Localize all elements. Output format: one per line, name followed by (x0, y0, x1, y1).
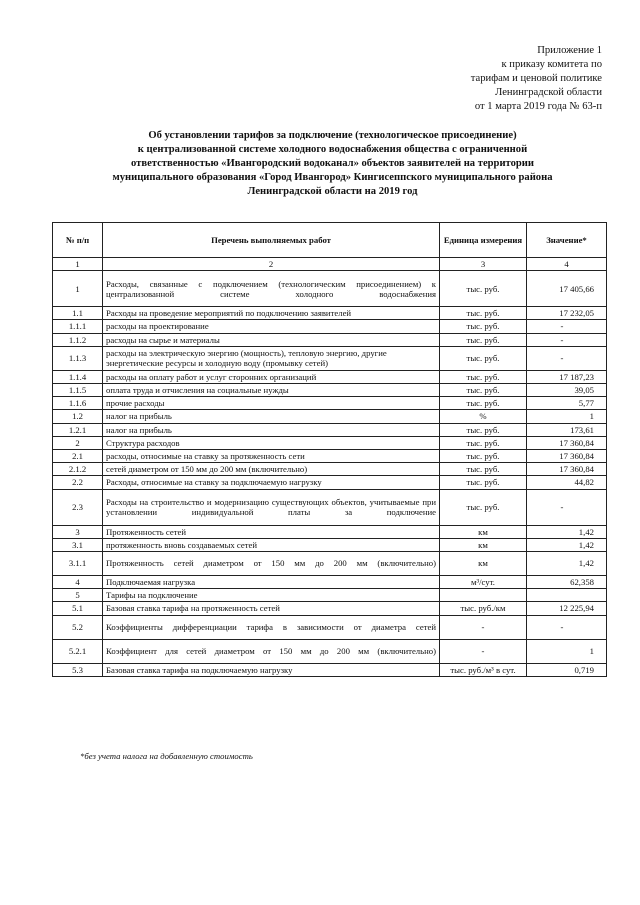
row-value: 17 405,66 (527, 271, 607, 307)
row-work-description: сетей диаметром от 150 мм до 200 мм (включительно) (103, 463, 440, 476)
row-work-description: расходы, относимые на ставку за протяженность сети (103, 450, 440, 463)
table-row (53, 450, 607, 463)
header-num: № п/п (53, 223, 103, 258)
row-number: 5.2 (53, 615, 103, 639)
row-unit: % (440, 410, 527, 423)
row-work-description: Базовая ставка тарифа на подключаемую нагрузку (103, 663, 440, 676)
index-cell: 2 (103, 258, 440, 271)
table-index-row (53, 258, 607, 271)
table-row (53, 436, 607, 449)
row-work-description: расходы на электрическую энергию (мощность), тепловую энергию, другие энергетические ресурсы и холодную воду (промывку сетей) (103, 346, 440, 370)
table-row (53, 410, 607, 423)
row-number: 1.1.4 (53, 370, 103, 383)
row-work-description: Расходы на строительство и модернизацию существующих объектов, учитываемые при установлении индивидуальной платы за подключение (103, 489, 440, 525)
row-number: 2.1.2 (53, 463, 103, 476)
row-work-description: Подключаемая нагрузка (103, 576, 440, 589)
row-value: 17 360,84 (527, 436, 607, 449)
row-unit: км (440, 552, 527, 576)
row-work-description: прочие расходы (103, 397, 440, 410)
row-value: 62,358 (527, 576, 607, 589)
row-value: 5,77 (527, 397, 607, 410)
appendix-header (402, 44, 602, 114)
row-value: 17 232,05 (527, 307, 607, 320)
row-work-description: оплата труда и отчисления на социальные нужды (103, 384, 440, 397)
appendix-line: тарифам и ценовой политике (470, 73, 602, 84)
table-row (53, 320, 607, 333)
row-unit: тыс. руб. (440, 307, 527, 320)
table-row (53, 370, 607, 383)
table-row (53, 397, 607, 410)
row-value (527, 589, 607, 602)
index-cell: 1 (53, 258, 103, 271)
title-line: ответственностью «Ивангородский водоканал» объектов заявителей на территории (130, 158, 535, 169)
table-row (53, 538, 607, 551)
table-row (53, 346, 607, 370)
table-row (53, 307, 607, 320)
row-work-description: Тарифы на подключение (103, 589, 440, 602)
table-row (53, 552, 607, 576)
row-unit: тыс. руб. (440, 423, 527, 436)
row-unit: тыс. руб. (440, 397, 527, 410)
table-row (53, 576, 607, 589)
row-unit: м³/сут. (440, 576, 527, 589)
row-unit (440, 589, 527, 602)
row-work-description: Протяженность сетей диаметром от 150 мм до 200 мм (включительно) (103, 552, 440, 576)
row-work-description: Расходы на проведение мероприятий по подключению заявителей (103, 307, 440, 320)
table-row (53, 639, 607, 663)
row-value: 1,42 (527, 538, 607, 551)
row-value: - (527, 346, 607, 370)
row-value: 0,719 (527, 663, 607, 676)
appendix-line: к приказу комитета по (501, 59, 602, 70)
document-title (60, 129, 605, 199)
row-value: 173,61 (527, 423, 607, 436)
table-row (53, 333, 607, 346)
row-number: 1.1.1 (53, 320, 103, 333)
appendix-line: от 1 марта 2019 года № 63-п (474, 101, 602, 112)
row-number: 5.3 (53, 663, 103, 676)
row-value: 17 360,84 (527, 450, 607, 463)
index-cell: 4 (527, 258, 607, 271)
row-number: 1.2.1 (53, 423, 103, 436)
row-unit: тыс. руб. (440, 476, 527, 489)
row-number: 1.1.3 (53, 346, 103, 370)
row-value: 12 225,94 (527, 602, 607, 615)
row-number: 2 (53, 436, 103, 449)
row-unit: тыс. руб. (440, 384, 527, 397)
row-value: - (527, 615, 607, 639)
row-work-description: налог на прибыль (103, 423, 440, 436)
row-work-description: расходы на проектирование (103, 320, 440, 333)
title-line: Ленинградской области на 2019 год (247, 186, 418, 197)
row-value: 1,42 (527, 552, 607, 576)
row-number: 5.2.1 (53, 639, 103, 663)
row-number: 2.3 (53, 489, 103, 525)
row-number: 4 (53, 576, 103, 589)
row-unit: тыс. руб. (440, 450, 527, 463)
row-number: 3.1.1 (53, 552, 103, 576)
row-number: 5 (53, 589, 103, 602)
row-number: 3 (53, 525, 103, 538)
row-number: 1.1.2 (53, 333, 103, 346)
table-row (53, 463, 607, 476)
row-value: 39,05 (527, 384, 607, 397)
tariff-table (52, 222, 607, 677)
header-unit: Единица измерения (440, 223, 527, 258)
row-work-description: расходы на сырье и материалы (103, 333, 440, 346)
row-number: 2.1 (53, 450, 103, 463)
row-unit: км (440, 538, 527, 551)
row-unit: - (440, 615, 527, 639)
row-value: 17 360,84 (527, 463, 607, 476)
table-row (53, 423, 607, 436)
index-cell: 3 (440, 258, 527, 271)
row-number: 2.2 (53, 476, 103, 489)
table-row (53, 589, 607, 602)
row-work-description: Коэффициенты дифференциации тарифа в зависимости от диаметра сетей (103, 615, 440, 639)
row-number: 1.1 (53, 307, 103, 320)
row-work-description: Расходы, относимые на ставку за подключаемую нагрузку (103, 476, 440, 489)
row-work-description: Базовая ставка тарифа на протяженность сетей (103, 602, 440, 615)
row-unit: тыс. руб. (440, 271, 527, 307)
title-line: к централизованной системе холодного водоснабжения общества с ограниченной (137, 144, 528, 155)
row-number: 1 (53, 271, 103, 307)
row-unit: тыс. руб. (440, 333, 527, 346)
row-value: - (527, 333, 607, 346)
row-unit: тыс. руб. (440, 320, 527, 333)
table-row (53, 384, 607, 397)
row-work-description: Структура расходов (103, 436, 440, 449)
footnote: *без учета налога на добавленную стоимость (80, 751, 253, 761)
row-unit: км (440, 525, 527, 538)
row-unit: тыс. руб. (440, 370, 527, 383)
row-number: 1.2 (53, 410, 103, 423)
table-row (53, 489, 607, 525)
row-value: 44,82 (527, 476, 607, 489)
row-unit: тыс. руб. (440, 346, 527, 370)
row-work-description: протяженность вновь создаваемых сетей (103, 538, 440, 551)
table-row (53, 271, 607, 307)
appendix-line: Ленинградской области (495, 87, 602, 98)
title-line: муниципального образования «Город Ивангород» Кингисеппского муниципального района (112, 172, 553, 183)
header-work: Перечень выполняемых работ (103, 223, 440, 258)
row-value: - (527, 320, 607, 333)
row-value: 17 187,23 (527, 370, 607, 383)
row-number: 1.1.5 (53, 384, 103, 397)
table-row (53, 615, 607, 639)
table-body (53, 271, 607, 677)
header-value: Значение* (527, 223, 607, 258)
row-work-description: расходы на оплату работ и услуг сторонних организаций (103, 370, 440, 383)
table-row (53, 525, 607, 538)
row-unit: тыс. руб./м³ в сут. (440, 663, 527, 676)
row-number: 1.1.6 (53, 397, 103, 410)
table-header-row (53, 223, 607, 258)
row-unit: тыс. руб. (440, 463, 527, 476)
row-unit: тыс. руб./км (440, 602, 527, 615)
row-unit: тыс. руб. (440, 489, 527, 525)
table-row (53, 476, 607, 489)
table-row (53, 602, 607, 615)
row-number: 3.1 (53, 538, 103, 551)
row-work-description: Коэффициент для сетей диаметром от 150 мм до 200 мм (включительно) (103, 639, 440, 663)
row-value: - (527, 489, 607, 525)
row-work-description: налог на прибыль (103, 410, 440, 423)
appendix-line: Приложение 1 (537, 45, 602, 56)
row-value: 1 (527, 410, 607, 423)
row-value: 1,42 (527, 525, 607, 538)
table-row (53, 663, 607, 676)
row-number: 5.1 (53, 602, 103, 615)
title-line: Об установлении тарифов за подключение (технологическое присоединение) (148, 130, 517, 141)
row-work-description: Протяженность сетей (103, 525, 440, 538)
row-unit: - (440, 639, 527, 663)
row-work-description: Расходы, связанные с подключением (технологическим присоединением) к централизованной системе холодного водоснабжения (103, 271, 440, 307)
row-value: 1 (527, 639, 607, 663)
row-unit: тыс. руб. (440, 436, 527, 449)
